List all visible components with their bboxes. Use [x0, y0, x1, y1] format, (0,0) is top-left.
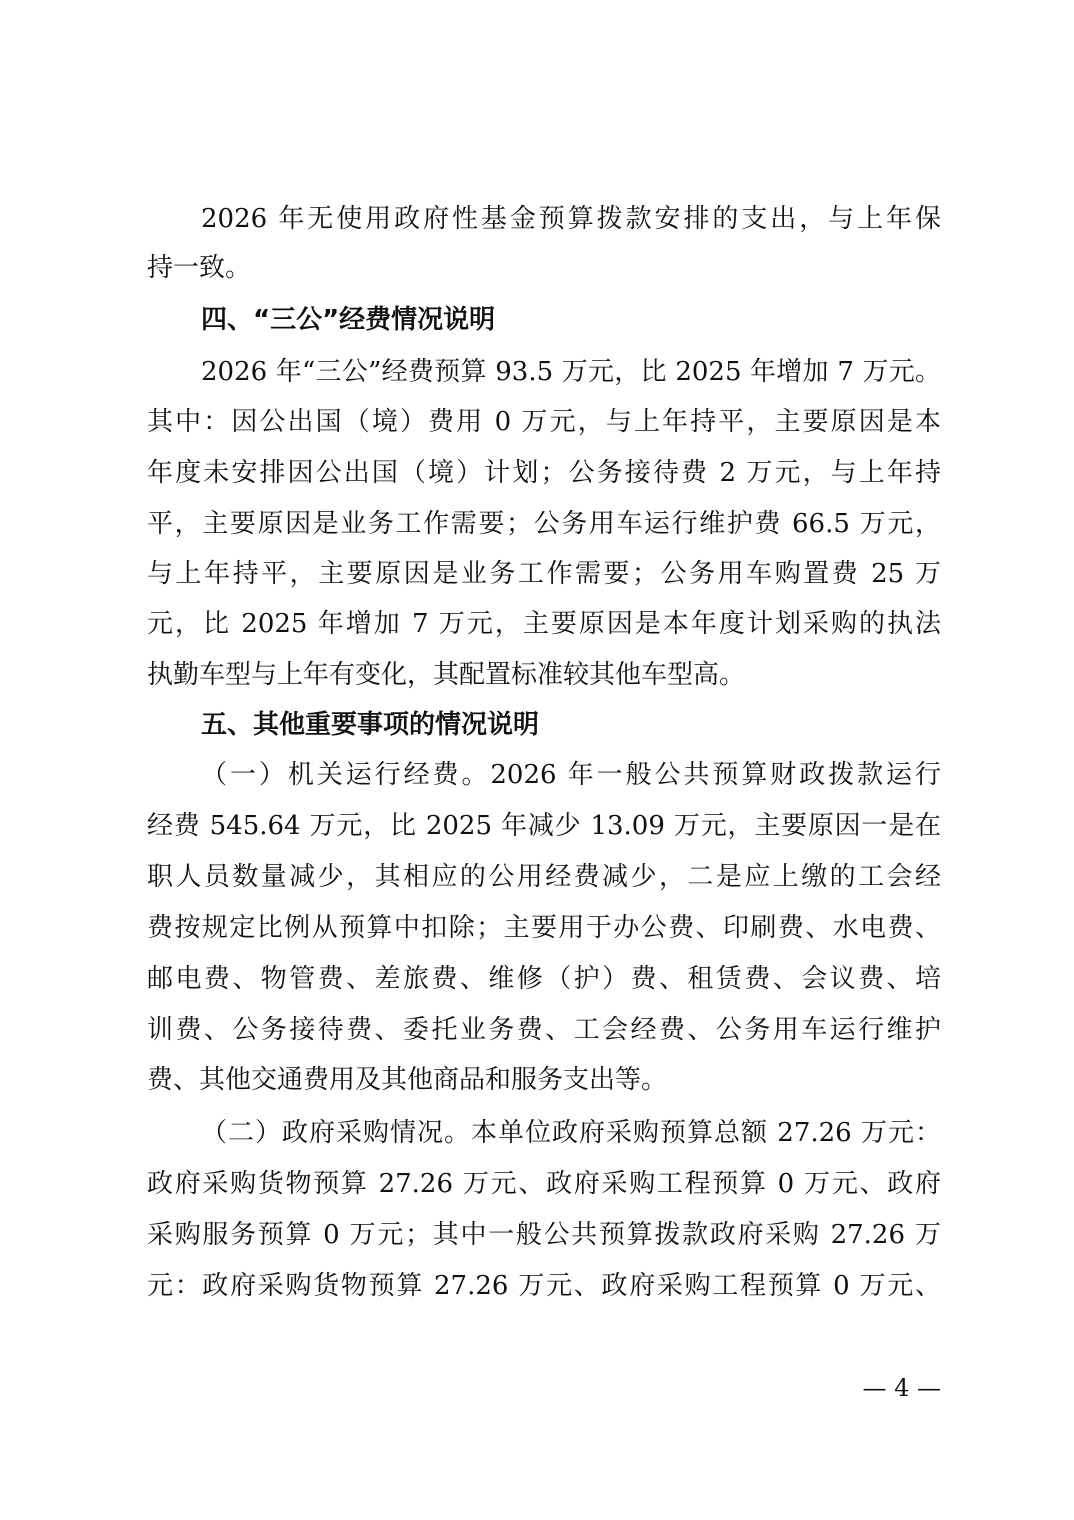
section-heading-five: 五、其他重要事项的情况说明	[201, 710, 540, 740]
paragraph-line: 元：政府采购货物预算 27.26 万元、政府采购工程预算 0 万元、	[147, 1271, 941, 1301]
paragraph-line: 费按规定比例从预算中扣除；主要用于办公费、印刷费、水电费、	[147, 913, 941, 943]
paragraph-line: 2026 年“三公”经费预算 93.5 万元，比 2025 年增加 7 万元。	[201, 357, 941, 387]
paragraph-line: 训费、公务接待费、委托业务费、工会经费、公务用车运行维护	[147, 1015, 941, 1045]
paragraph-line: 采购服务预算 0 万元；其中一般公共预算拨款政府采购 27.26 万	[147, 1220, 941, 1250]
paragraph-line: 执勤车型与上年有变化，其配置标准较其他车型高。	[147, 660, 746, 690]
page-number: — 4 —	[862, 1374, 941, 1402]
paragraph-line: 元，比 2025 年增加 7 万元，主要原因是本年度计划采购的执法	[147, 609, 941, 639]
paragraph-line: 与上年持平，主要原因是业务工作需要；公务用车购置费 25 万	[147, 559, 941, 589]
paragraph-line: 2026 年无使用政府性基金预算拨款安排的支出，与上年保	[201, 204, 941, 234]
paragraph-line: 其中：因公出国（境）费用 0 万元，与上年持平，主要原因是本	[147, 407, 941, 437]
paragraph-line: 年度未安排因公出国（境）计划；公务接待费 2 万元，与上年持	[147, 458, 941, 488]
paragraph-line: （一）机关运行经费。2026 年一般公共预算财政拨款运行	[201, 760, 941, 790]
paragraph-line: 平，主要原因是业务工作需要；公务用车运行维护费 66.5 万元，	[147, 509, 941, 539]
paragraph-line: 持一致。	[147, 253, 252, 283]
paragraph-line: 政府采购货物预算 27.26 万元、政府采购工程预算 0 万元、政府	[147, 1169, 941, 1199]
paragraph-line: 邮电费、物管费、差旅费、维修（护）费、租赁费、会议费、培	[147, 964, 941, 994]
paragraph-line: （二）政府采购情况。本单位政府采购预算总额 27.26 万元：	[201, 1118, 941, 1148]
paragraph-line: 费、其他交通费用及其他商品和服务支出等。	[147, 1065, 668, 1095]
paragraph-line: 经费 545.64 万元，比 2025 年减少 13.09 万元，主要原因一是在	[147, 811, 941, 841]
section-heading-four: 四、“三公”经费情况说明	[201, 305, 496, 335]
paragraph-line: 职人员数量减少，其相应的公用经费减少，二是应上缴的工会经	[147, 862, 941, 892]
